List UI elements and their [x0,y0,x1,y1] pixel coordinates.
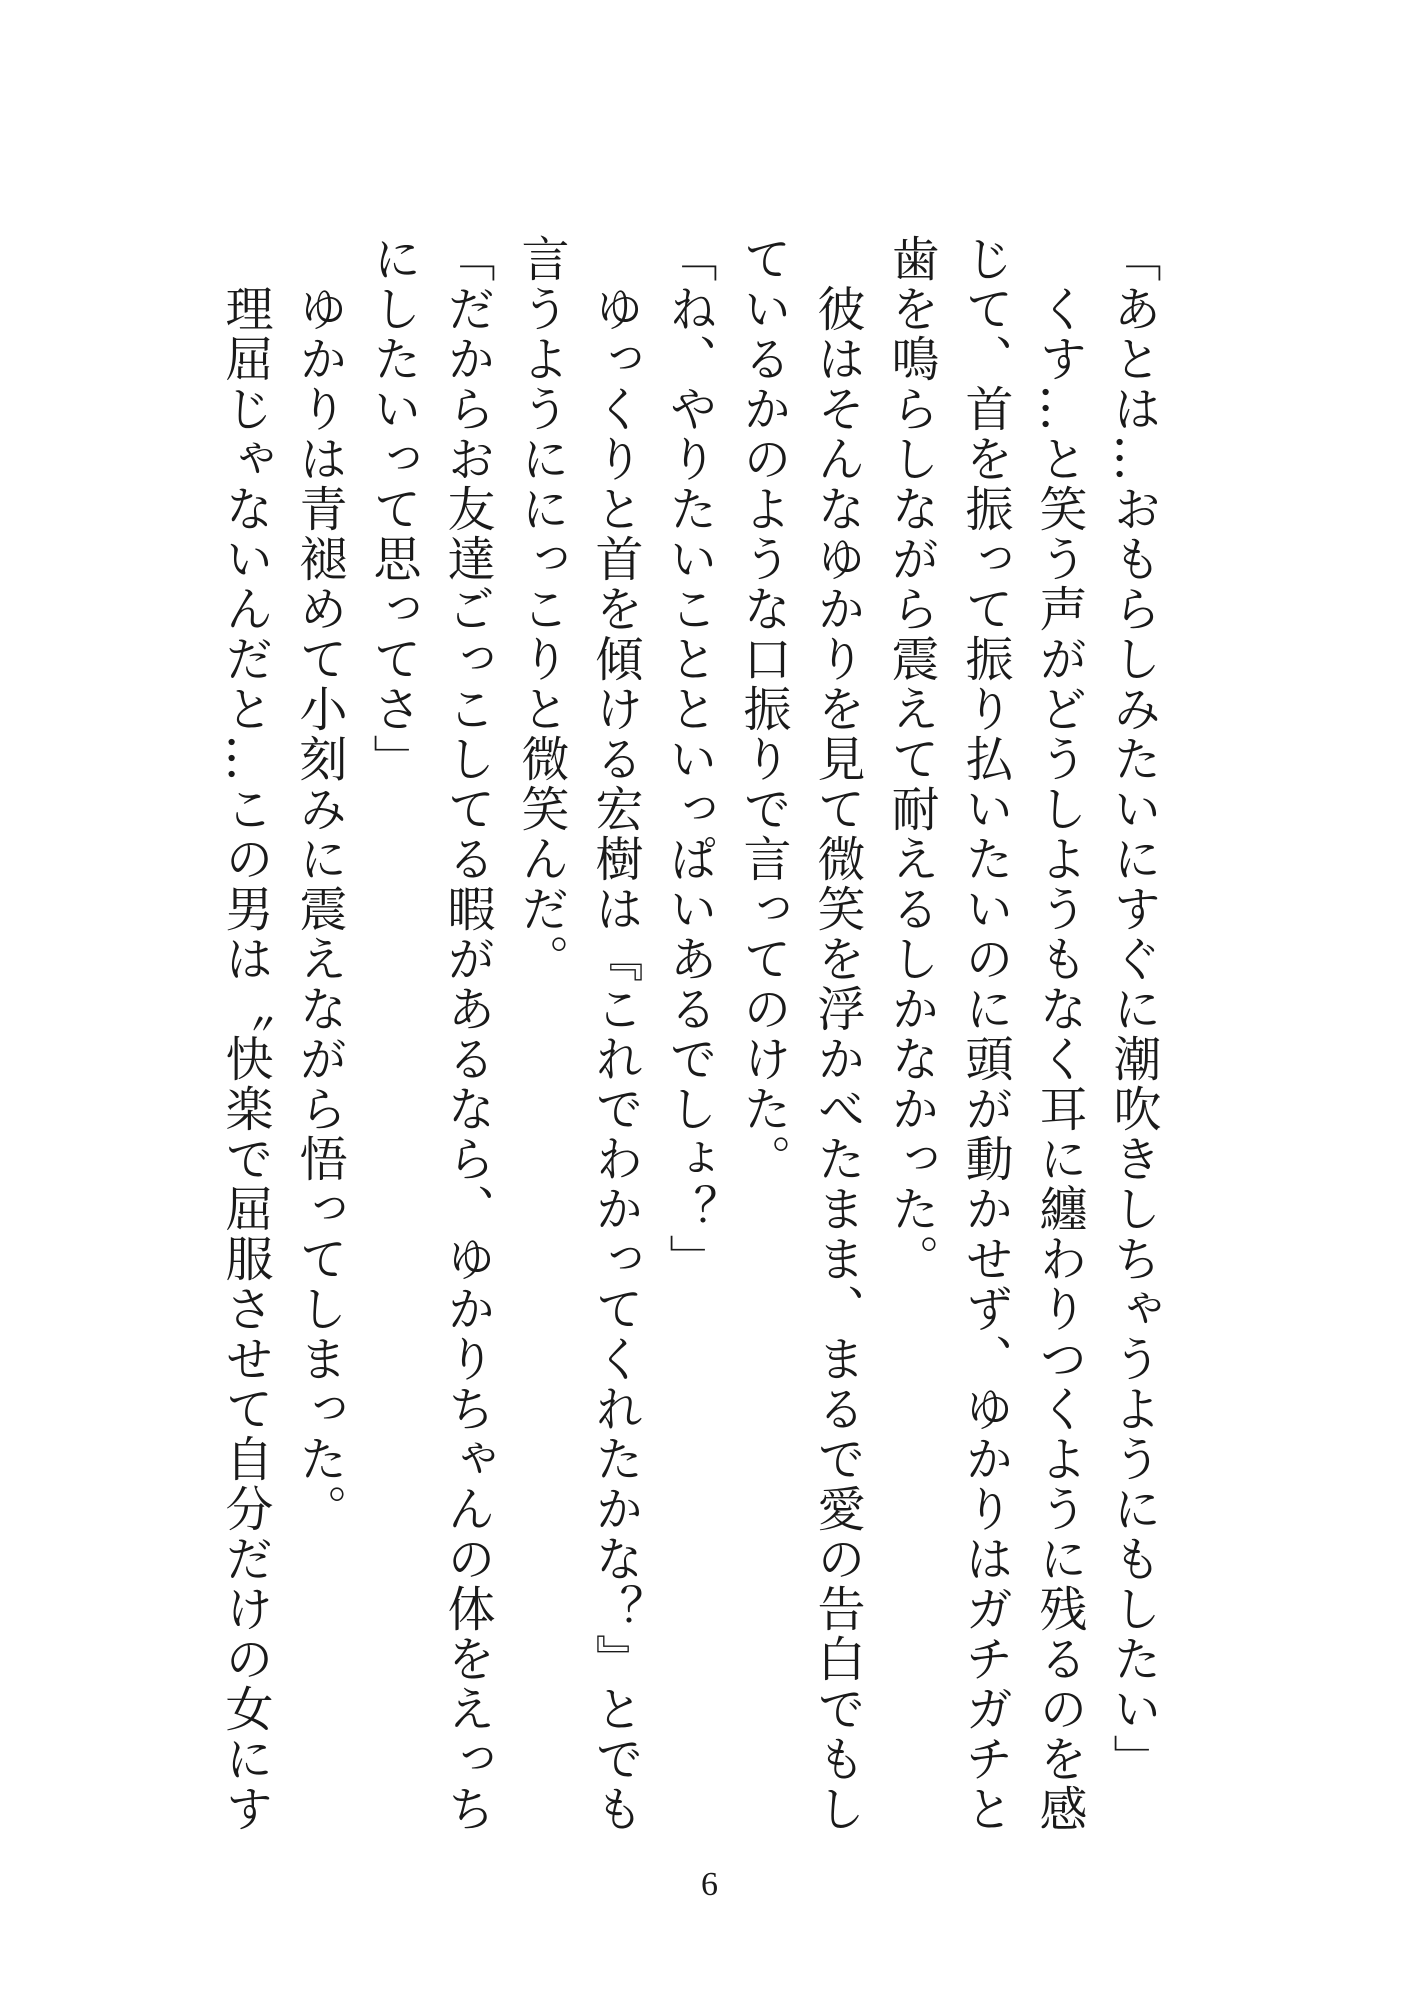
text-line: ているかのような口振りで言ってのけた。 [735,234,791,1184]
text-line: 理屈じゃないんだと…この男は〝快楽で屈服させて自分だけの女にす [217,234,273,1834]
text-line: にしたいって思ってさ」 [365,234,421,784]
text-line: 言うようににっこりと微笑んだ。 [513,234,569,984]
text-line: 「ね、やりたいことといっぱいあるでしょ？」 [661,234,717,1284]
text-line: ゆかりは青褪めて小刻みに震えながら悟ってしまった。 [291,234,347,1534]
text-line: じて、首を振って振り払いたいのに頭が動かせず、ゆかりはガチガチと [957,234,1013,1834]
text-line: 歯を鳴らしながら震えて耐えるしかなかった。 [883,234,939,1284]
text-line: くす…と笑う声がどうしようもなく耳に纏わりつくように残るのを感 [1031,234,1087,1834]
text-line: 「だからお友達ごっこしてる暇があるなら、ゆかりちゃんの体をえっち [439,234,495,1834]
text-line: 「あとは…おもらしみたいにすぐに潮吹きしちゃうようにもしたい」 [1105,234,1161,1784]
text-line: 彼はそんなゆかりを見て微笑を浮かべたまま、まるで愛の告白でもし [809,234,865,1834]
page-number: 6 [701,1866,718,1903]
body-text [208,234,1170,1834]
text-line: ゆっくりと首を傾ける宏樹は『これでわかってくれたかな？』とでも [587,234,643,1834]
